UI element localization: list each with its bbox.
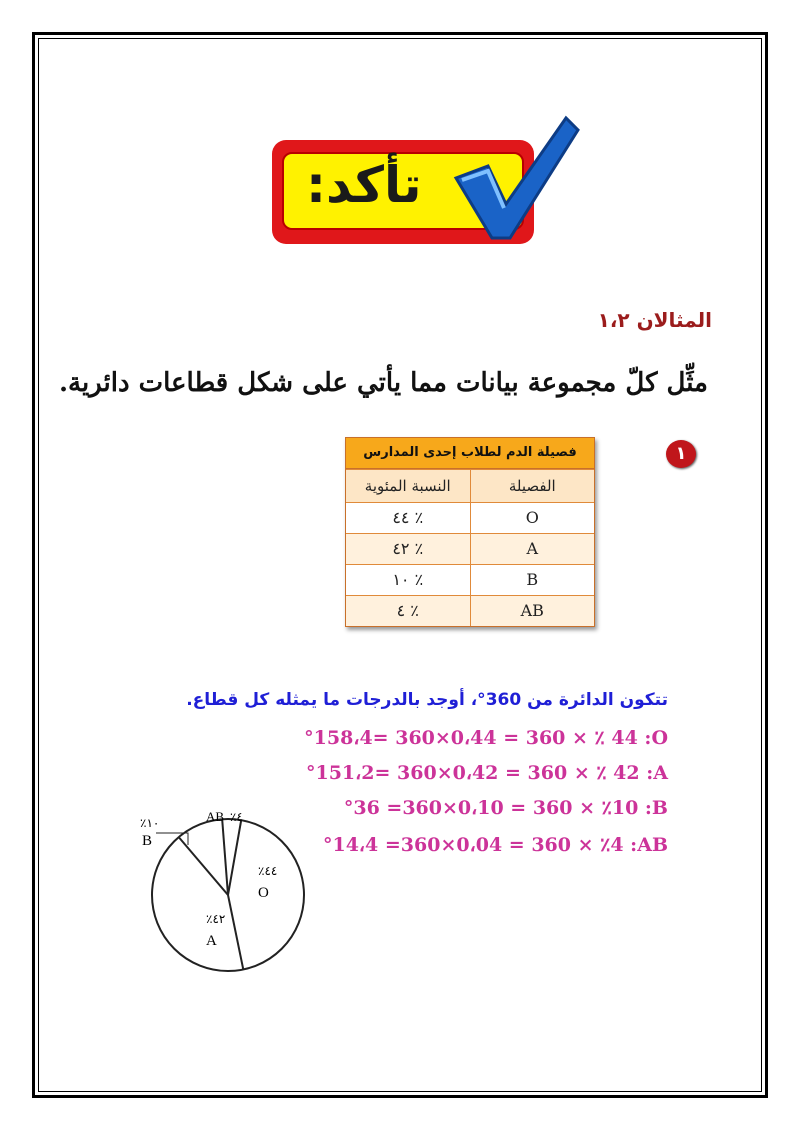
pie-label-A-percent: ٪٤٢ (206, 912, 226, 926)
cell-percent: ١٠ ٪ (346, 565, 471, 595)
table-row (346, 502, 594, 533)
cell-type: B (526, 570, 539, 589)
pie-label-AB-percent: ٪٤ (230, 810, 243, 824)
calc-line-o: °158،4= 360×0،44 = 360 × ٪ 44 :O (304, 727, 668, 749)
pie-slice-edge-O (228, 820, 241, 895)
confirm-banner (272, 140, 534, 244)
instruction-text: مثِّل كلّ مجموعة بيانات مما يأتي على شكل قطاعات دائرية. (58, 368, 708, 398)
pie-chart (118, 805, 318, 975)
table-row (346, 595, 594, 626)
cell-type: O (525, 508, 539, 527)
table-row (346, 533, 594, 564)
calc-line-b: °36 =360×0،10 = 360 × ٪10 :B (343, 797, 668, 819)
pie-slice-edge-B (179, 837, 228, 895)
table-row (346, 564, 594, 595)
pie-label-O-percent: ٪٤٤ (258, 864, 278, 878)
calc-intro: تتكون الدائرة من 360°، أوجد بالدرجات ما يمثله كل قطاع. (186, 690, 668, 710)
header-type: الفصيلة (508, 477, 556, 495)
calc-line-ab: °14،4 =360×0،04 = 360 × ٪4 :AB (322, 834, 668, 856)
example-title: المثالان ١،٢ (597, 308, 712, 332)
pie-label-B-name: B (142, 833, 153, 849)
pie-slice-edge-A (228, 895, 243, 969)
cell-type: AB (520, 601, 544, 620)
pie-label-A-name: A (206, 933, 217, 949)
pie-label-AB-name: AB (206, 809, 225, 824)
pie-label-B-percent: ٪١٠ (140, 816, 160, 830)
pie-slice-edge-AB (222, 819, 228, 895)
cell-type: A (526, 539, 539, 558)
cell-percent: ٤ ٪ (346, 596, 471, 626)
table-header-row (346, 469, 594, 502)
header-percent: النسبة المئوية (346, 470, 471, 502)
pie-label-O-name: O (258, 885, 269, 901)
blood-type-table (345, 437, 595, 627)
banner-title: تأكد: (306, 156, 422, 214)
calc-line-a: °151،2= 360×0،42 = 360 × ٪ 42 :A (305, 762, 668, 784)
cell-percent: ٤٢ ٪ (346, 534, 471, 564)
cell-percent: ٤٤ ٪ (346, 503, 471, 533)
table-title: فصيلة الدم لطلاب إحدى المدارس (346, 438, 594, 469)
item-number-badge: ١ (666, 440, 696, 468)
checkmark-icon (444, 108, 584, 248)
